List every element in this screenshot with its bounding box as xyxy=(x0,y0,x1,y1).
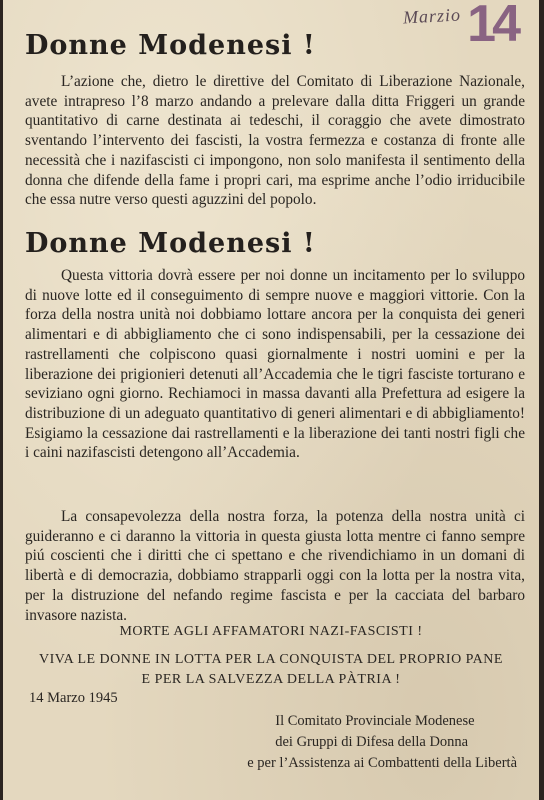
leaflet-page xyxy=(3,0,539,800)
slogan-2-line-1: VIVA LE DONNE IN LOTTA PER LA CONQUISTA DEL PROPRIO PANE xyxy=(39,652,503,667)
signature-line-2: dei Gruppi di Difesa della Donna xyxy=(275,734,469,750)
slogan-2 xyxy=(3,650,539,690)
stamp-number: 14 xyxy=(467,0,517,53)
paragraph-3: La consapevolezza della nostra forza, la potenza della nostra unità ci guideranno e ci daranno la vittoria in questa giusta lotta mentre ci fanno sempre piú coscienti che i diritti che ci spettano e che rivendichiamo in un domani di libertà e di democrazia, dobbiamo strapparli oggi con la lotta per la nostra vita, per la distruzione del nefando regime fascista e per la cacciata del barbaro invasore nazista. xyxy=(25,508,525,624)
signature-block xyxy=(247,711,517,774)
slogan-1: MORTE AGLI AFFAMATORI NAZI-FASCISTI ! xyxy=(119,624,423,639)
slogan-2-line-2: E PER LA SALVEZZA DELLA PÀTRIA ! xyxy=(141,672,401,687)
paragraph-1: L’azione che, dietro le direttive del Comitato di Liberazione Nazionale, avete intrapreso l’8 marzo andando a prelevare dalla ditta Friggeri un grande quantitativo di carne destinata ai tedeschi, il coraggio che avete dimostrato sventando l’intervento dei fascisti, la vostra fermezza e costanza di fronte alle necessità che i nazifascisti ci impongono, non solo manifesta il sentimento della donna che difende della fame i propri cari, ma esprime anche l’odio irriducibile che essa nutre verso questi aguzzini del popolo. xyxy=(25,73,525,209)
heading-1: Donne Modenesi ! xyxy=(25,30,316,61)
signature-line-1: Il Comitato Provinciale Modenese xyxy=(275,713,475,729)
heading-2: Donne Modenesi ! xyxy=(25,228,316,259)
paragraph-2: Questa vittoria dovrà essere per noi donne un incitamento per lo sviluppo di nuove lotte ed il conseguimento di sempre nuove e maggiori vittorie. Con la forza della nostra unità noi dobbiamo lottare ancora per la conquista dei generi alimentari e di abbigliamento che ci sono indispensabili, per la cessazione dei rastrellamenti che colpiscono quasi giornalmente i nostri uomini e per la liberazione dei prigionieri detenuti all’Accademia che le tigri fasciste torturano e seviziano ogni giorno. Rechiamoci in massa davanti alla Prefettura ad esigere la distribuzione di un adeguato quantitativo di generi alimentari e di abbigliamento! Esigiamo la cessazione dai rastrellamenti e la liberazione dei tanti nostri figli che i caini nazifascisti detengono all’Accademia. xyxy=(25,267,525,462)
signature-line-3: e per l’Assistenza ai Combattenti della Libertà xyxy=(247,755,517,771)
date: 14 Marzo 1945 xyxy=(29,690,118,706)
archive-stamp xyxy=(399,0,517,53)
handwritten-note: Marzio xyxy=(402,4,462,28)
